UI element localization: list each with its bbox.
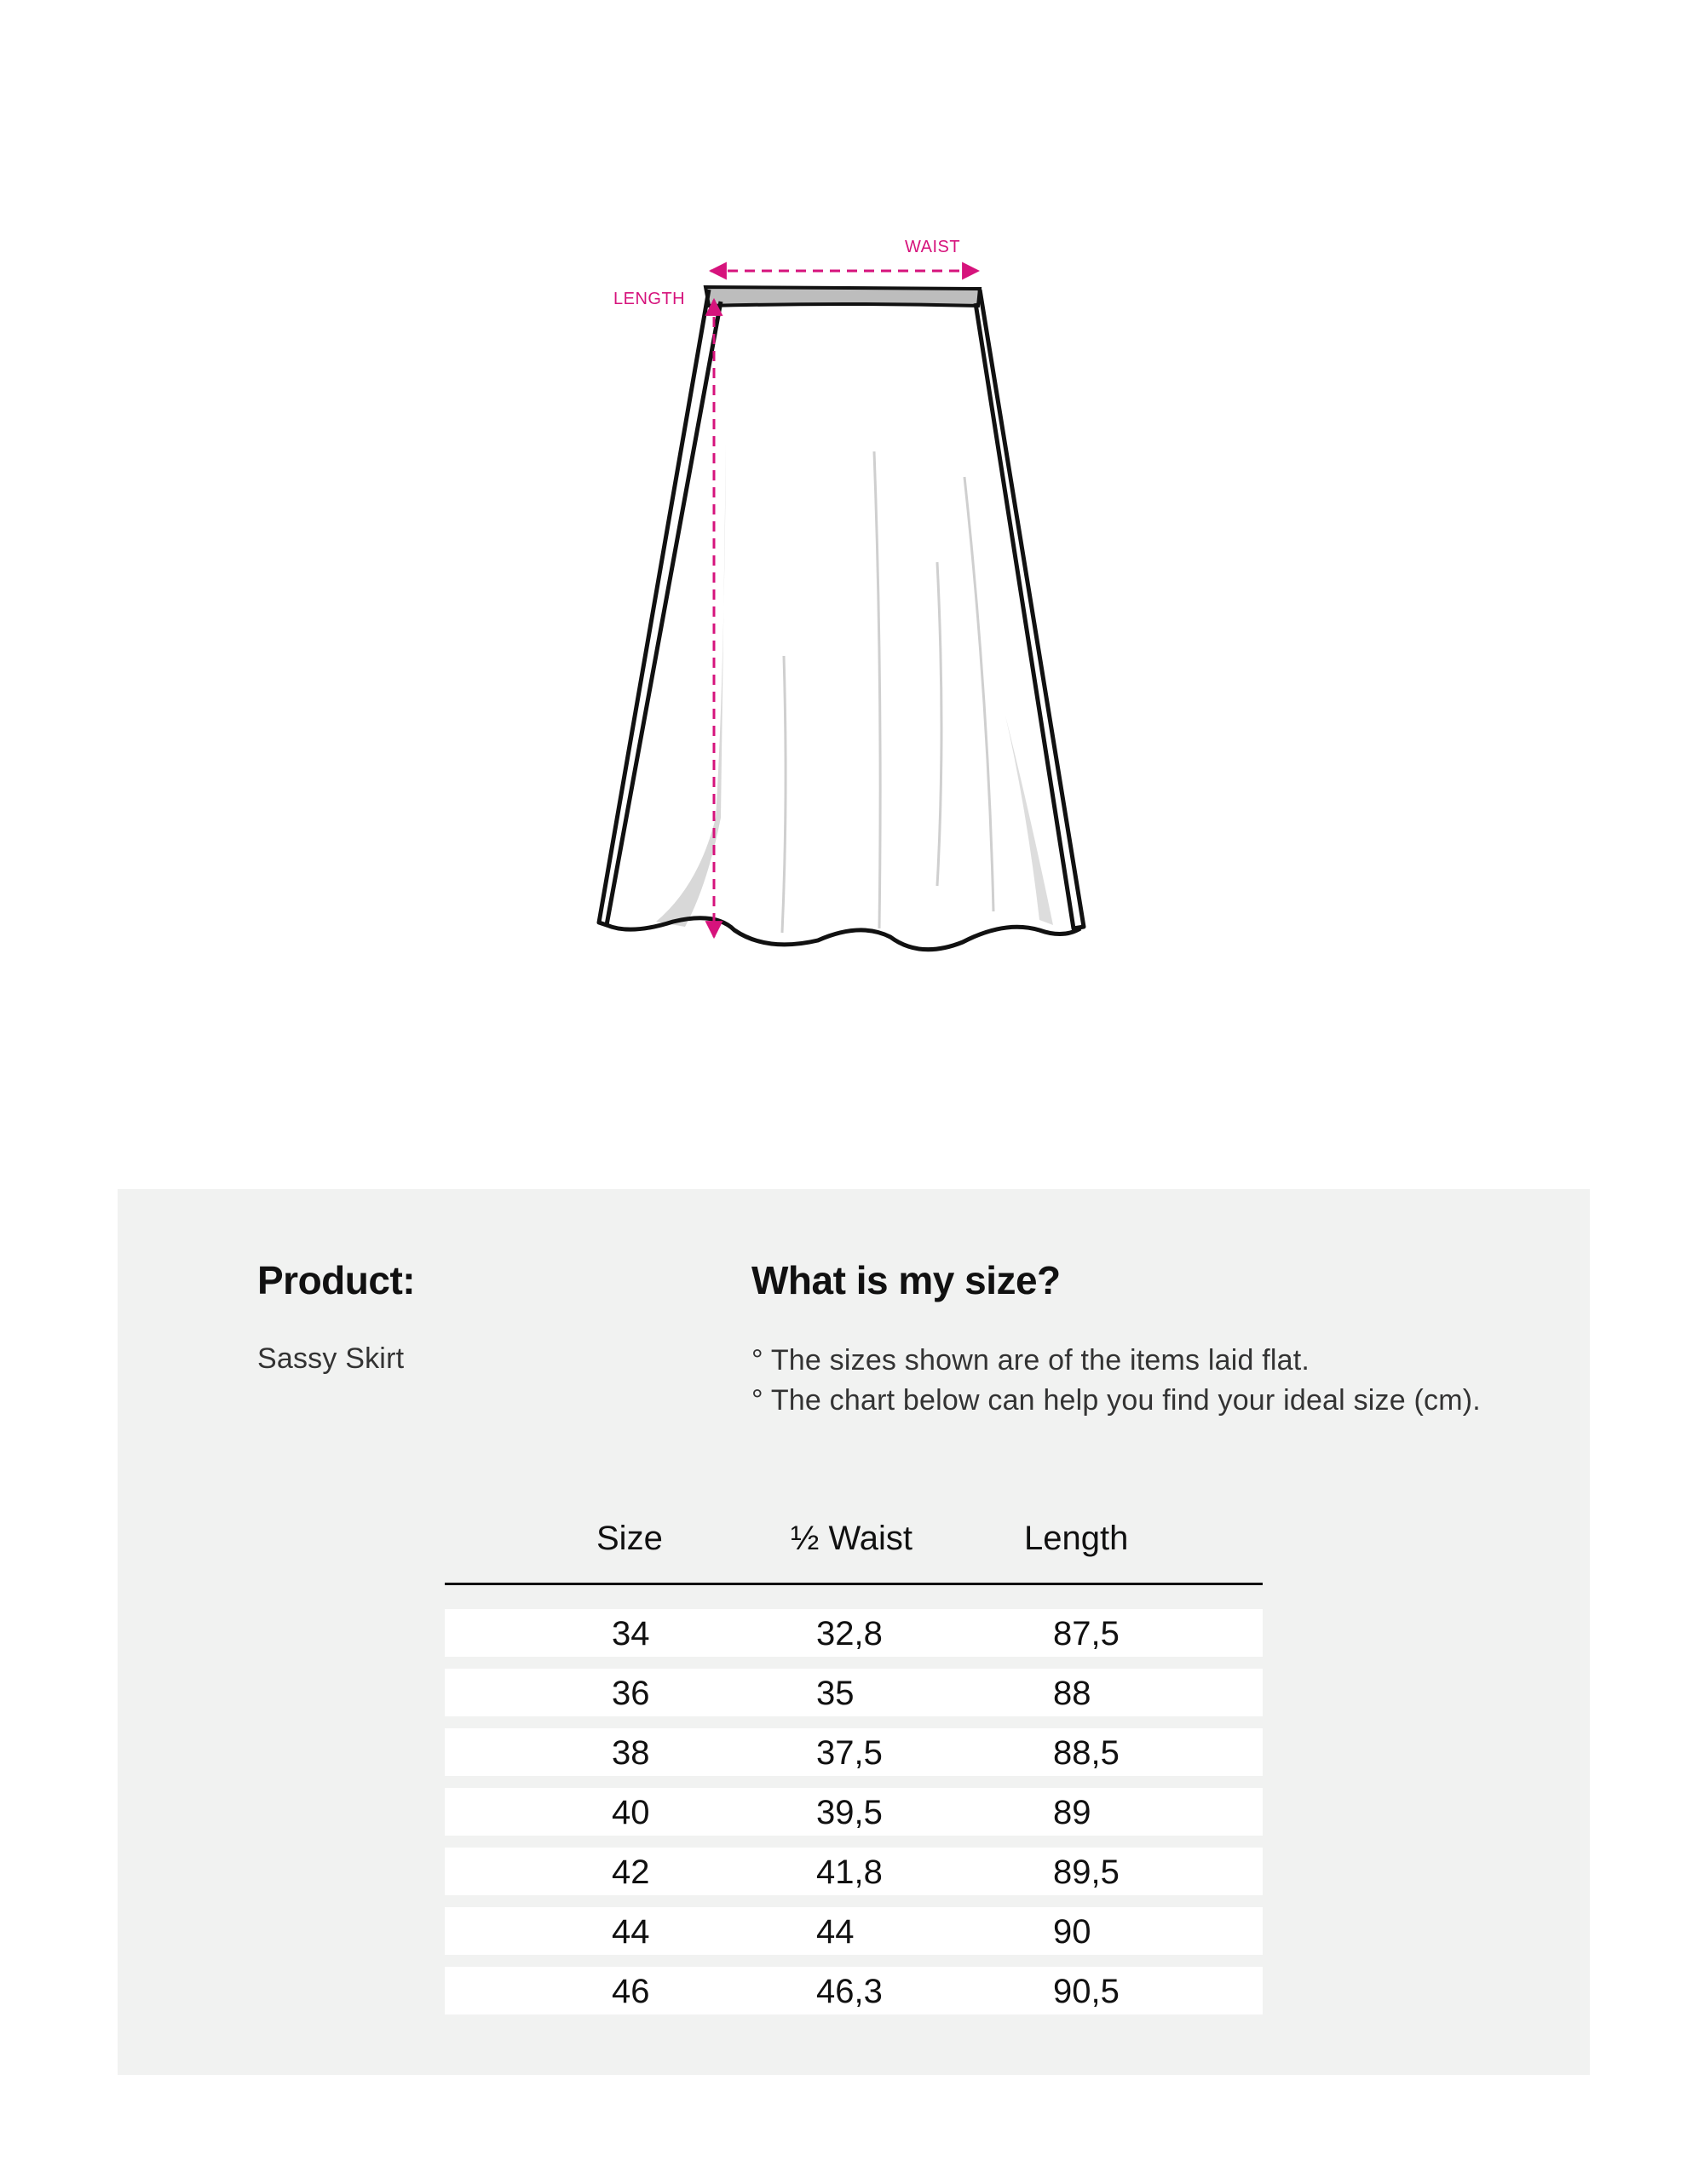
cell-half-waist: 39,5 xyxy=(816,1794,883,1831)
cell-size: 36 xyxy=(612,1675,650,1712)
table-row xyxy=(445,1728,1263,1776)
cell-length: 87,5 xyxy=(1053,1615,1120,1652)
table-row xyxy=(445,1609,1263,1657)
header-size: Size xyxy=(596,1520,663,1557)
cell-length: 88,5 xyxy=(1053,1734,1120,1772)
size-note: ° The chart below can help you find your ideal size (cm). xyxy=(751,1384,1481,1417)
cell-size: 40 xyxy=(612,1794,650,1831)
cell-length: 90,5 xyxy=(1053,1973,1120,2010)
product-name: Sassy Skirt xyxy=(257,1342,405,1375)
size-question-heading: What is my size? xyxy=(751,1258,1061,1302)
skirt-body xyxy=(600,290,1084,950)
cell-size: 44 xyxy=(612,1913,650,1951)
cell-half-waist: 46,3 xyxy=(816,1973,883,2010)
length-label: LENGTH xyxy=(613,290,686,308)
cell-half-waist: 37,5 xyxy=(816,1734,883,1772)
skirt-waistband xyxy=(705,287,980,306)
cell-length: 89,5 xyxy=(1053,1854,1120,1891)
size-table xyxy=(445,1504,1263,2026)
size-note: ° The sizes shown are of the items laid flat. xyxy=(751,1344,1310,1376)
size-notes xyxy=(751,1341,1481,1421)
cell-size: 34 xyxy=(612,1615,650,1652)
table-row xyxy=(445,1669,1263,1716)
cell-length: 88 xyxy=(1053,1675,1091,1712)
cell-length: 89 xyxy=(1053,1794,1091,1831)
cell-half-waist: 44 xyxy=(816,1913,855,1951)
cell-size: 42 xyxy=(612,1854,650,1891)
size-table-header xyxy=(445,1504,1263,1585)
header-length: Length xyxy=(1024,1520,1129,1557)
cell-size: 38 xyxy=(612,1734,650,1772)
size-info-panel xyxy=(118,1189,1590,2075)
table-row xyxy=(445,1848,1263,1895)
header-half-waist: ½ Waist xyxy=(791,1520,912,1557)
cell-length: 90 xyxy=(1053,1913,1091,1951)
waist-label: WAIST xyxy=(905,238,961,256)
skirt-measurement-diagram xyxy=(0,0,1704,1022)
size-table-body xyxy=(445,1609,1263,2014)
table-row xyxy=(445,1788,1263,1836)
table-row xyxy=(445,1907,1263,1955)
cell-half-waist: 32,8 xyxy=(816,1615,883,1652)
cell-size: 46 xyxy=(612,1973,650,2010)
cell-half-waist: 35 xyxy=(816,1675,855,1712)
cell-half-waist: 41,8 xyxy=(816,1854,883,1891)
product-heading: Product: xyxy=(257,1258,416,1302)
table-row xyxy=(445,1967,1263,2014)
